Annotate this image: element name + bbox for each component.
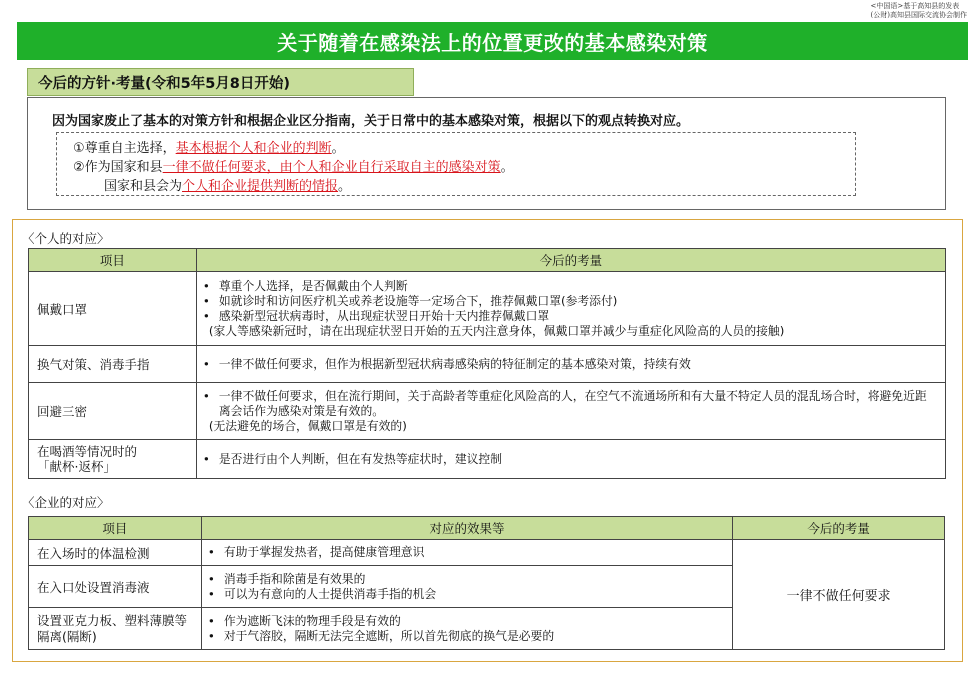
list-item: • 尊重个人选择，是否佩戴由个人判断: [219, 279, 945, 294]
table-row: [29, 383, 946, 440]
row-item-disinfectant: 在入口处设置消毒液: [29, 566, 202, 608]
row-item-ventilation: 换气对策、消毒手指: [29, 346, 197, 383]
individual-header-item: 项目: [29, 249, 197, 272]
table-row: [29, 272, 946, 346]
list-item: • 作为遮断飞沫的物理手段是有效的: [224, 614, 732, 629]
business-table: [28, 516, 945, 650]
list-item: • 消毒手指和除菌是有效果的: [224, 572, 732, 587]
table-row: [29, 440, 946, 479]
list-item: • 感染新型冠状病毒时，从出现症状翌日开始十天内推荐佩戴口罩: [219, 309, 945, 324]
list-item: • 一律不做任何要求，但作为根据新型冠状病毒感染病的特征制定的基本感染对策，持续有效: [219, 357, 945, 372]
policy-point-3-post: 。: [338, 179, 352, 194]
business-header-item: 项目: [29, 517, 202, 540]
list-item: • 是否进行由个人判断，但在有发热等症状时，建议控制: [219, 452, 945, 467]
policy-point-2-highlight: 一律不做任何要求，由个人和企业自行采取自主的感染对策: [162, 160, 501, 175]
business-section-label: 〈企业的对应〉: [22, 495, 110, 510]
row-content-ventilation: [196, 346, 945, 383]
row-effect-disinfectant: [201, 566, 732, 608]
row-item-mask: 佩戴口罩: [29, 272, 197, 346]
table-row: [29, 346, 946, 383]
policy-point-1-post: 。: [331, 141, 345, 156]
policy-box: [27, 97, 946, 210]
policy-point-1-highlight: 基本根据个人和企业的判断: [175, 141, 332, 156]
policy-point-2-pre: ②作为国家和县: [73, 160, 163, 175]
business-header-consideration: 今后的考量: [733, 517, 945, 540]
business-table-header: [29, 517, 945, 540]
row-effect-temperature: [201, 540, 732, 566]
row-item-temperature: 在入场时的体温检测: [29, 540, 202, 566]
list-item: • 一律不做任何要求，但在流行期间，关于高龄者等重症化风险高的人，在空气不流通场所和有大量不特定人员的混乱场合时，将避免近距离会话作为感染对策是有效的。: [219, 389, 937, 419]
list-item: • 有助于掌握发热者，提高健康管理意识: [224, 545, 732, 560]
individual-header-consideration: 今后的考量: [196, 249, 945, 272]
source-note: [871, 2, 967, 20]
individual-section-label: 〈个人的对应〉: [22, 231, 110, 246]
policy-point-3: [104, 175, 351, 194]
row-content-drinking: [196, 440, 945, 479]
page-title: 关于随着在感染法上的位置更改的基本感染对策: [17, 22, 968, 60]
list-item: • 如就诊时和访问医疗机关或养老设施等一定场合下，推荐佩戴口罩(参考添付): [219, 294, 945, 309]
table-row: [29, 540, 945, 566]
row-content-three-cs: [196, 383, 945, 440]
row-content-mask: [196, 272, 945, 346]
policy-point-1-pre: ①尊重自主选择，: [73, 141, 176, 156]
business-header-effect: 对应的效果等: [201, 517, 732, 540]
row-item-three-cs: 回避三密: [29, 383, 197, 440]
row-subnote-mask: (家人等感染新冠时，请在出现症状翌日开始的五天内注意身体，佩戴口罩并减少与重症化风险高的人员的接触): [208, 323, 785, 338]
policy-lead-text: 因为国家废止了基本的对策方针和根据企业区分指南，关于日常中的基本感染对策，根据以下的观点转换对应。: [52, 114, 690, 129]
row-subnote-three-cs: (无法避免的场合，佩戴口罩是有效的): [208, 418, 407, 433]
individual-table: [28, 248, 946, 479]
policy-point-2: [73, 156, 514, 175]
policy-point-1: [73, 137, 345, 156]
row-item-partition: 设置亚克力板、塑料薄膜等隔离(隔断): [29, 608, 202, 650]
business-merged-consideration: 一律不做任何要求: [733, 540, 945, 650]
policy-point-3-highlight: 个人和企业提供判断的情报: [182, 179, 339, 194]
list-item: • 可以为有意向的人士提供消毒手指的机会: [224, 587, 732, 602]
row-effect-partition: [201, 608, 732, 650]
policy-point-3-pre: 国家和县会为: [104, 179, 183, 194]
individual-table-header: [29, 249, 946, 272]
source-note-line2: (公财)高知县国际交流协会制作: [870, 11, 967, 19]
policy-points-box: [56, 132, 856, 196]
row-item-drinking: 在喝酒等情况时的「献杯·返杯」: [29, 440, 197, 479]
list-item: • 对于气溶胶，隔断无法完全遮断，所以首先彻底的换气是必要的: [224, 629, 732, 644]
policy-point-2-post: 。: [500, 160, 514, 175]
policy-tab-heading: 今后的方针·考量(令和5年5月8日开始): [27, 68, 414, 96]
source-note-line1: <中国语>基于高知县的发表: [870, 2, 960, 10]
